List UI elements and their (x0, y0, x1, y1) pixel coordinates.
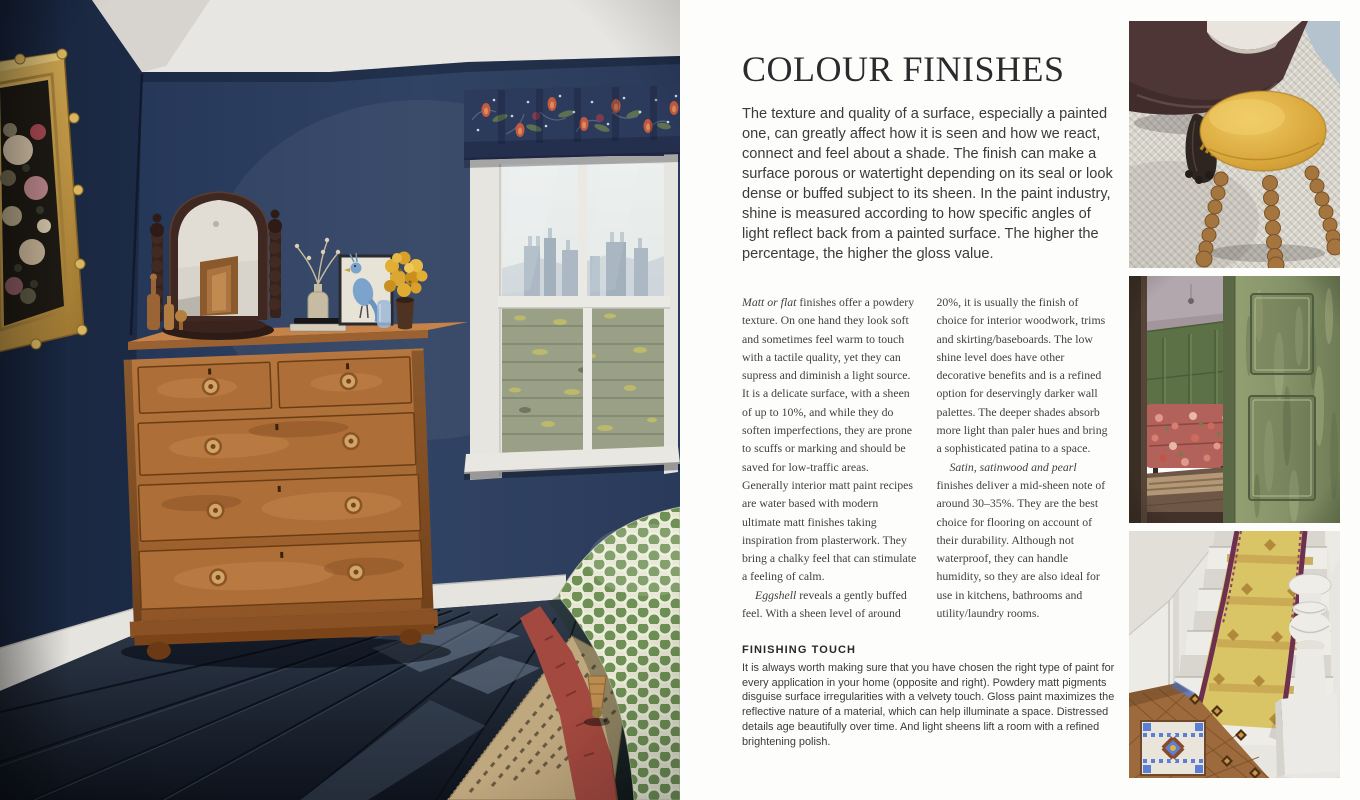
page-title: COLOUR FINISHES (742, 49, 1065, 89)
paragraph-eggshell (742, 586, 918, 623)
column-right (937, 293, 1113, 622)
paragraph-matt (742, 293, 918, 586)
side-photo-column (1129, 21, 1340, 786)
paragraph-satin (937, 458, 1113, 623)
eggshell-text: reveals a gently buffed feel. With a sheen level of around (742, 587, 907, 621)
photo-bathtub-stool (1129, 21, 1340, 268)
photo-stair-runner (1129, 531, 1340, 778)
photo-green-doors (1129, 276, 1340, 523)
tile-medallion (1141, 721, 1205, 775)
bathtub-stool-illustration (1129, 21, 1340, 268)
satin-text: finishes deliver a mid-sheen note of around 30–35%. They are the best choice for flooring on account of their durability. Although not waterproof, they can handle humidity, so they are also ideal for use in kitchens, bathrooms and utility/laundry rooms. (936, 477, 1106, 621)
green-doors-illustration (1129, 276, 1340, 523)
caption-body: It is always worth making sure that you have chosen the right type of paint for every application in your home (opposite and right). Powdery matt pigments disguise surface irregularities with a velvety touch. Gloss paint maximizes the reflective nature of a material, which can help illuminate a space. Distressed details age beautifully over time. And light sheens lift a room with a refined brightening polish. (742, 662, 1115, 748)
caption-heading: FINISHING TOUCH (742, 644, 857, 656)
paragraph-eggshell-cont (937, 293, 1113, 458)
finishing-touch-caption (742, 644, 1122, 749)
eggshell-continued-text: 20%, it is usually the finish of choice for interior woodwork, trims and skirting/baseboards. The low shine level does have other decorative benefits and is a refined option for deservingly darker wall palettes. The deeper shades absorb more light than paler hues and bring a sophisticated patina to a space. (936, 295, 1108, 456)
page-right (680, 0, 1360, 800)
intro-paragraph: The texture and quality of a surface, especially a painted one, can greatly affect how it is seen and how we react, connect and feel about a shade. The finish can make a surface porous or watertight depending on its seal or look dense or buffed subject to its sheen. In the paint industry, shine is measured according to how specific angles of light reflect back from a painted surface. The higher the percentage, the higher the gloss value. (742, 106, 1113, 262)
satin-lead: Satin, satinwood and pearl (949, 459, 1077, 474)
body-columns (742, 293, 1112, 622)
eggshell-lead: Eggshell (755, 587, 797, 602)
matt-finish-text: finishes offer a powdery texture. On one hand they look soft and sometimes feel warm to touch with a tactile quality, yet they can supress and diminish a light source. It is a delicate surface, with a sheen of up to 10%, and while they do soften imperfections, they are prone to scuffs or marking and should be saved for low-traffic areas. Generally interior matt paint recipes are water based with modern ultimate matt finishes taking inspiration from plasterwork. They bring a chalky feel that can stimulate a feeling of calm. (742, 295, 917, 584)
column-left (742, 293, 918, 622)
stair-runner-illustration (1129, 531, 1340, 778)
matt-finish-lead: Matt or flat (742, 295, 797, 309)
